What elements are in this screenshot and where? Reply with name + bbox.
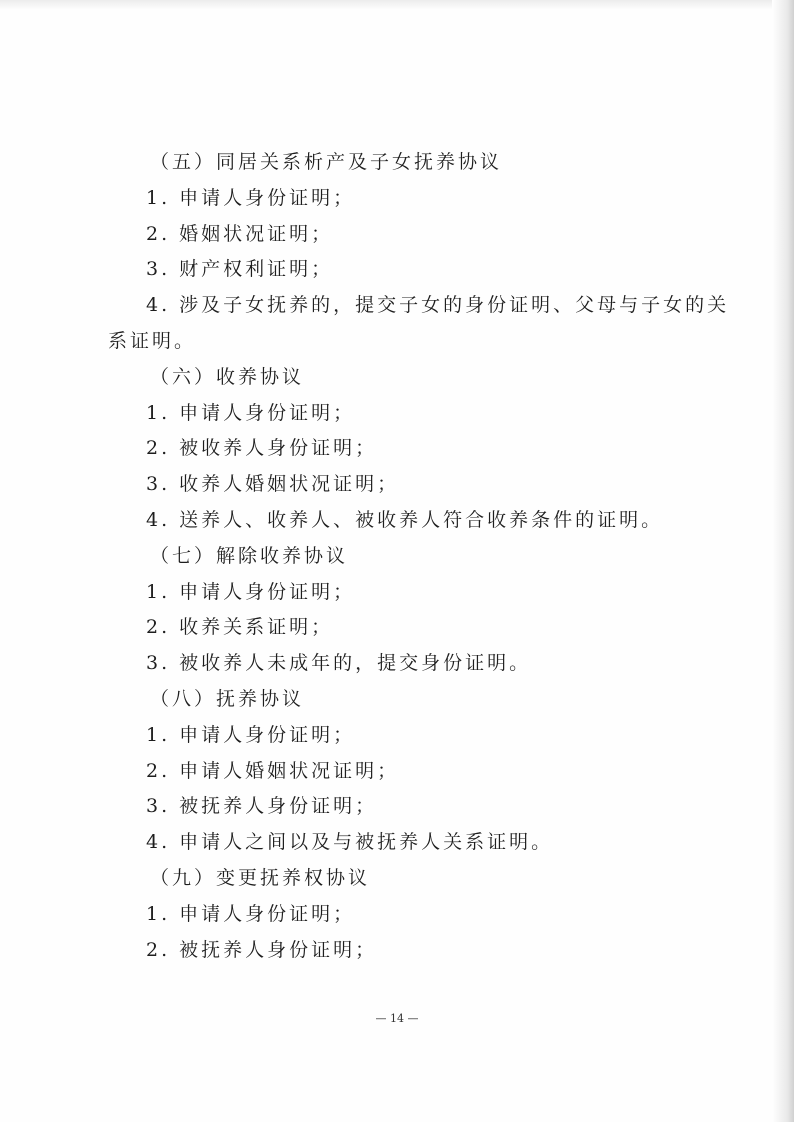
section-heading: （六）收养协议 (150, 366, 305, 388)
list-item: 1. 申请人身份证明； (146, 581, 356, 603)
scan-right-edge (772, 0, 794, 1122)
section-heading: （五）同居关系析产及子女抚养协议 (150, 151, 503, 173)
page-number: — 14 — (375, 1012, 419, 1025)
section-heading: （七）解除收养协议 (150, 545, 349, 567)
list-item: 2. 婚姻状况证明； (146, 223, 334, 245)
list-item: 1. 申请人身份证明； (146, 402, 356, 424)
list-item: 3. 收养人婚姻状况证明； (146, 473, 400, 495)
list-item: 4. 送养人、收养人、被收养人符合收养条件的证明。 (146, 509, 664, 531)
list-item: 1. 申请人身份证明； (146, 724, 356, 746)
list-item: 2. 申请人婚姻状况证明； (146, 760, 400, 782)
list-item: 2. 被收养人身份证明； (146, 437, 378, 459)
list-item: 2. 收养关系证明； (146, 616, 334, 638)
list-item: 1. 申请人身份证明； (146, 187, 356, 209)
list-item: 4. 涉及子女抚养的，提交子女的身份证明、父母与子女的关 (146, 294, 730, 316)
section-heading: （八）抚养协议 (150, 688, 305, 710)
list-item: 3. 被抚养人身份证明； (146, 795, 378, 817)
scan-top-edge (0, 0, 794, 10)
continuation-line: 系证明。 (108, 330, 197, 352)
list-item: 3. 被收养人未成年的，提交身份证明。 (146, 652, 532, 674)
section-heading: （九）变更抚养权协议 (150, 867, 371, 889)
list-item: 4. 申请人之间以及与被抚养人关系证明。 (146, 831, 554, 853)
list-item: 1. 申请人身份证明； (146, 903, 356, 925)
list-item: 2. 被抚养人身份证明； (146, 939, 378, 961)
list-item: 3. 财产权利证明； (146, 258, 334, 280)
